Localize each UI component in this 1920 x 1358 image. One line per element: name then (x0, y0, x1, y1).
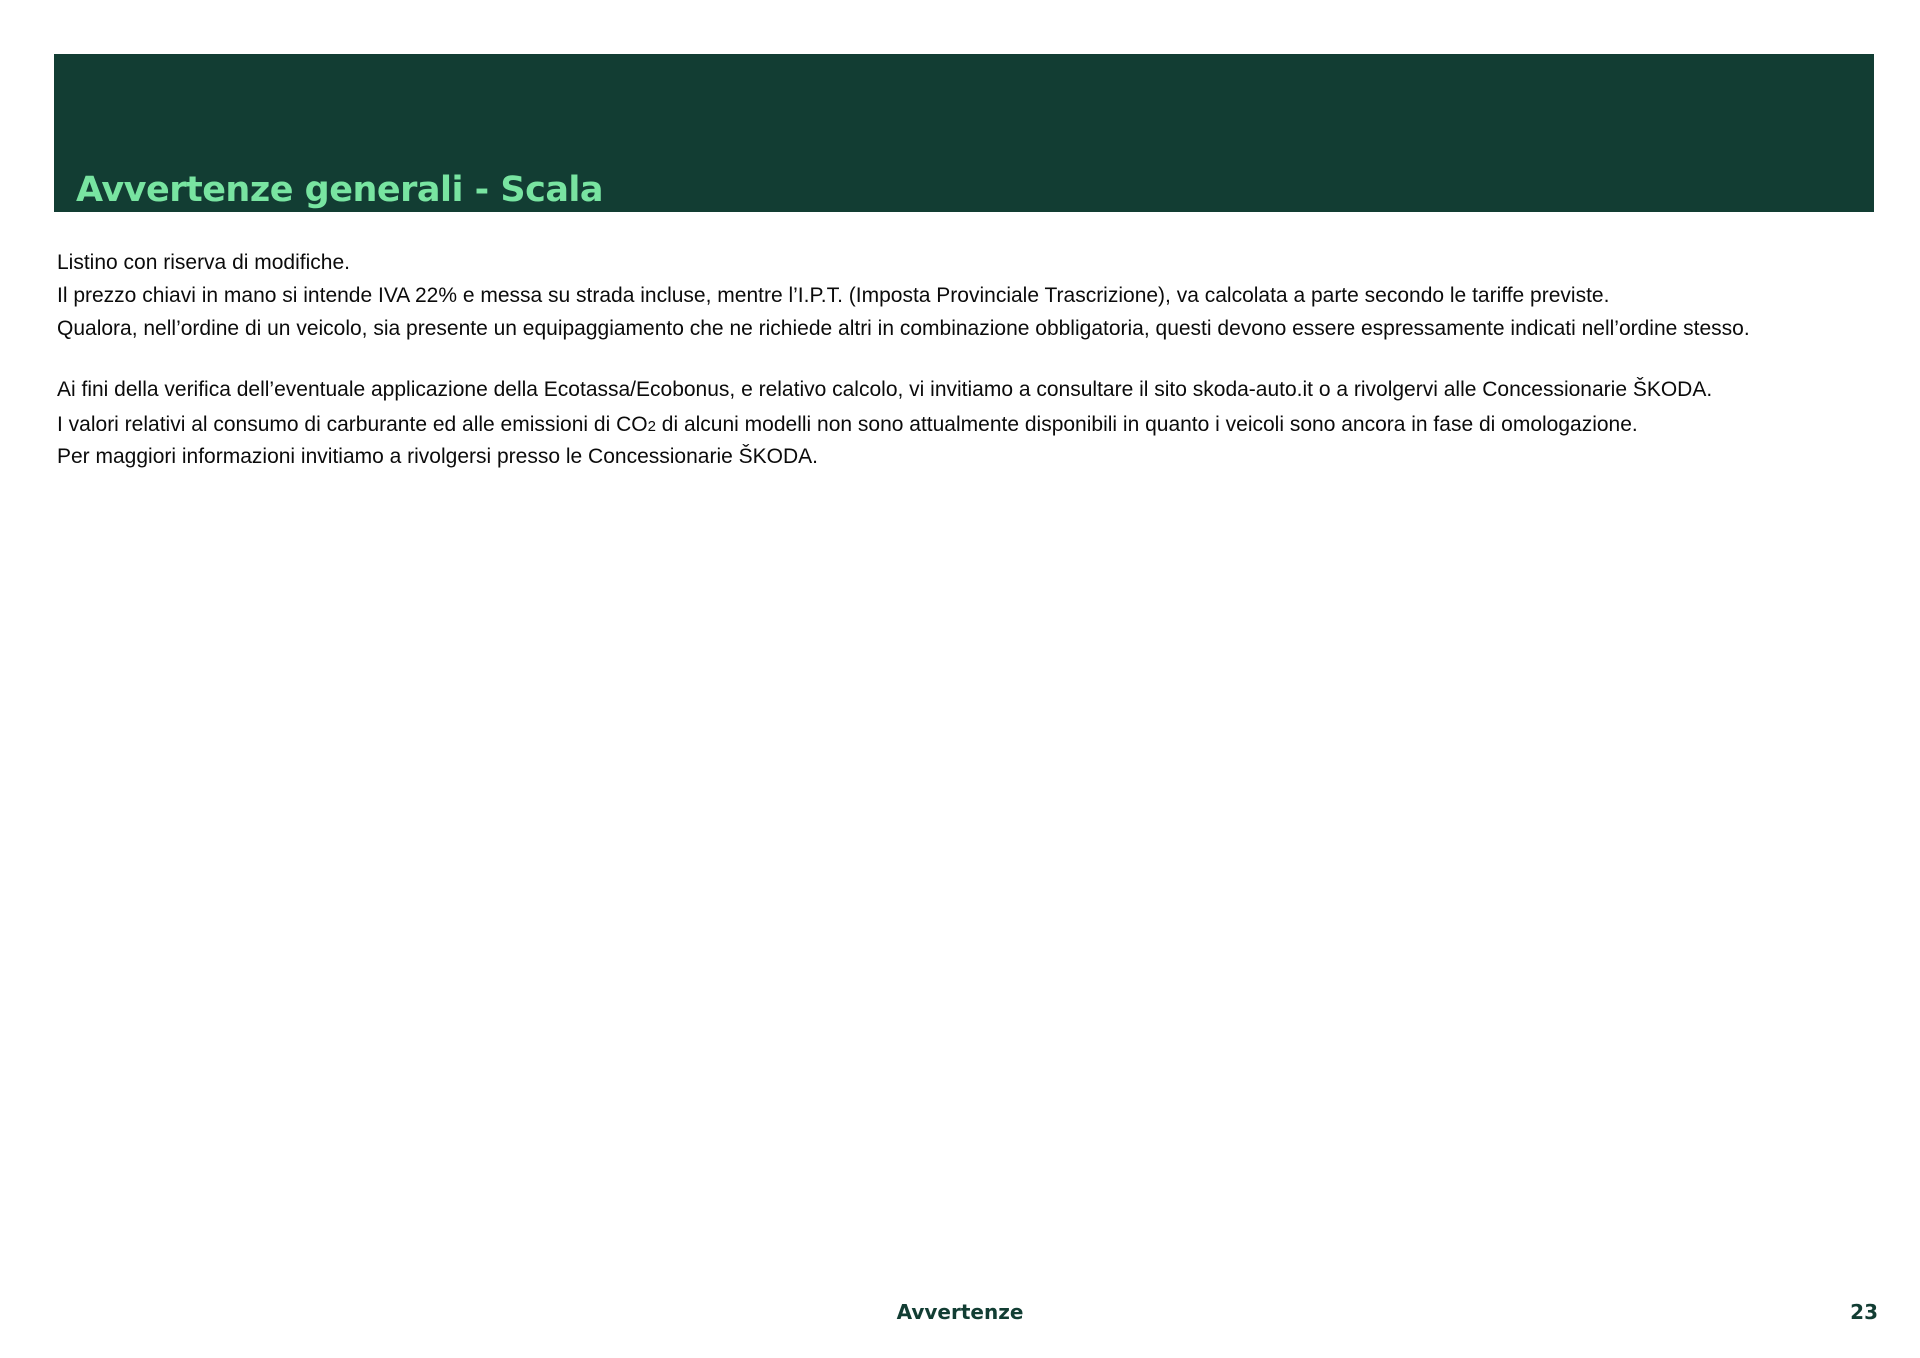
notice-line: Il prezzo chiavi in mano si intende IVA 22% e messa su strada incluse, mentre l’I.P.T. (Imposta Provinciale Trascrizione), va calcolata a parte secondo le tariffe previste. (57, 284, 1610, 307)
footer-section-label: Avvertenze (896, 1300, 1024, 1324)
co2-subscript: 2 (647, 418, 656, 435)
page-title: Avvertenze generali - Scala (76, 170, 604, 210)
co2-text-after: di alcuni modelli non sono attualmente disponibili in quanto i veicoli sono ancora in fase di omologazione. (655, 413, 1638, 436)
notice-text (57, 246, 1877, 472)
notice-line: Ai fini della verifica dell’eventuale applicazione della Ecotassa/Ecobonus, e relativo calcolo, vi invitiamo a consultare il sito skoda-auto.it o a rivolgervi alle Concessionarie ŠKODA. (57, 378, 1713, 401)
notice-line: Qualora, nell’ordine di un veicolo, sia presente un equipaggiamento che ne richiede altri in combinazione obbligatoria, questi devono essere espressamente indicati nell’ordine stesso. (57, 317, 1750, 340)
header-band (54, 54, 1874, 212)
notice-line: Per maggiori informazioni invitiamo a rivolgersi presso le Concessionarie ŠKODA. (57, 445, 818, 468)
co2-text-before: I valori relativi al consumo di carburante ed alle emissioni di CO (57, 413, 648, 436)
page-number: 23 (1850, 1300, 1878, 1324)
notice-line-co2 (57, 410, 1877, 442)
notice-line: Listino con riserva di modifiche. (57, 251, 350, 274)
